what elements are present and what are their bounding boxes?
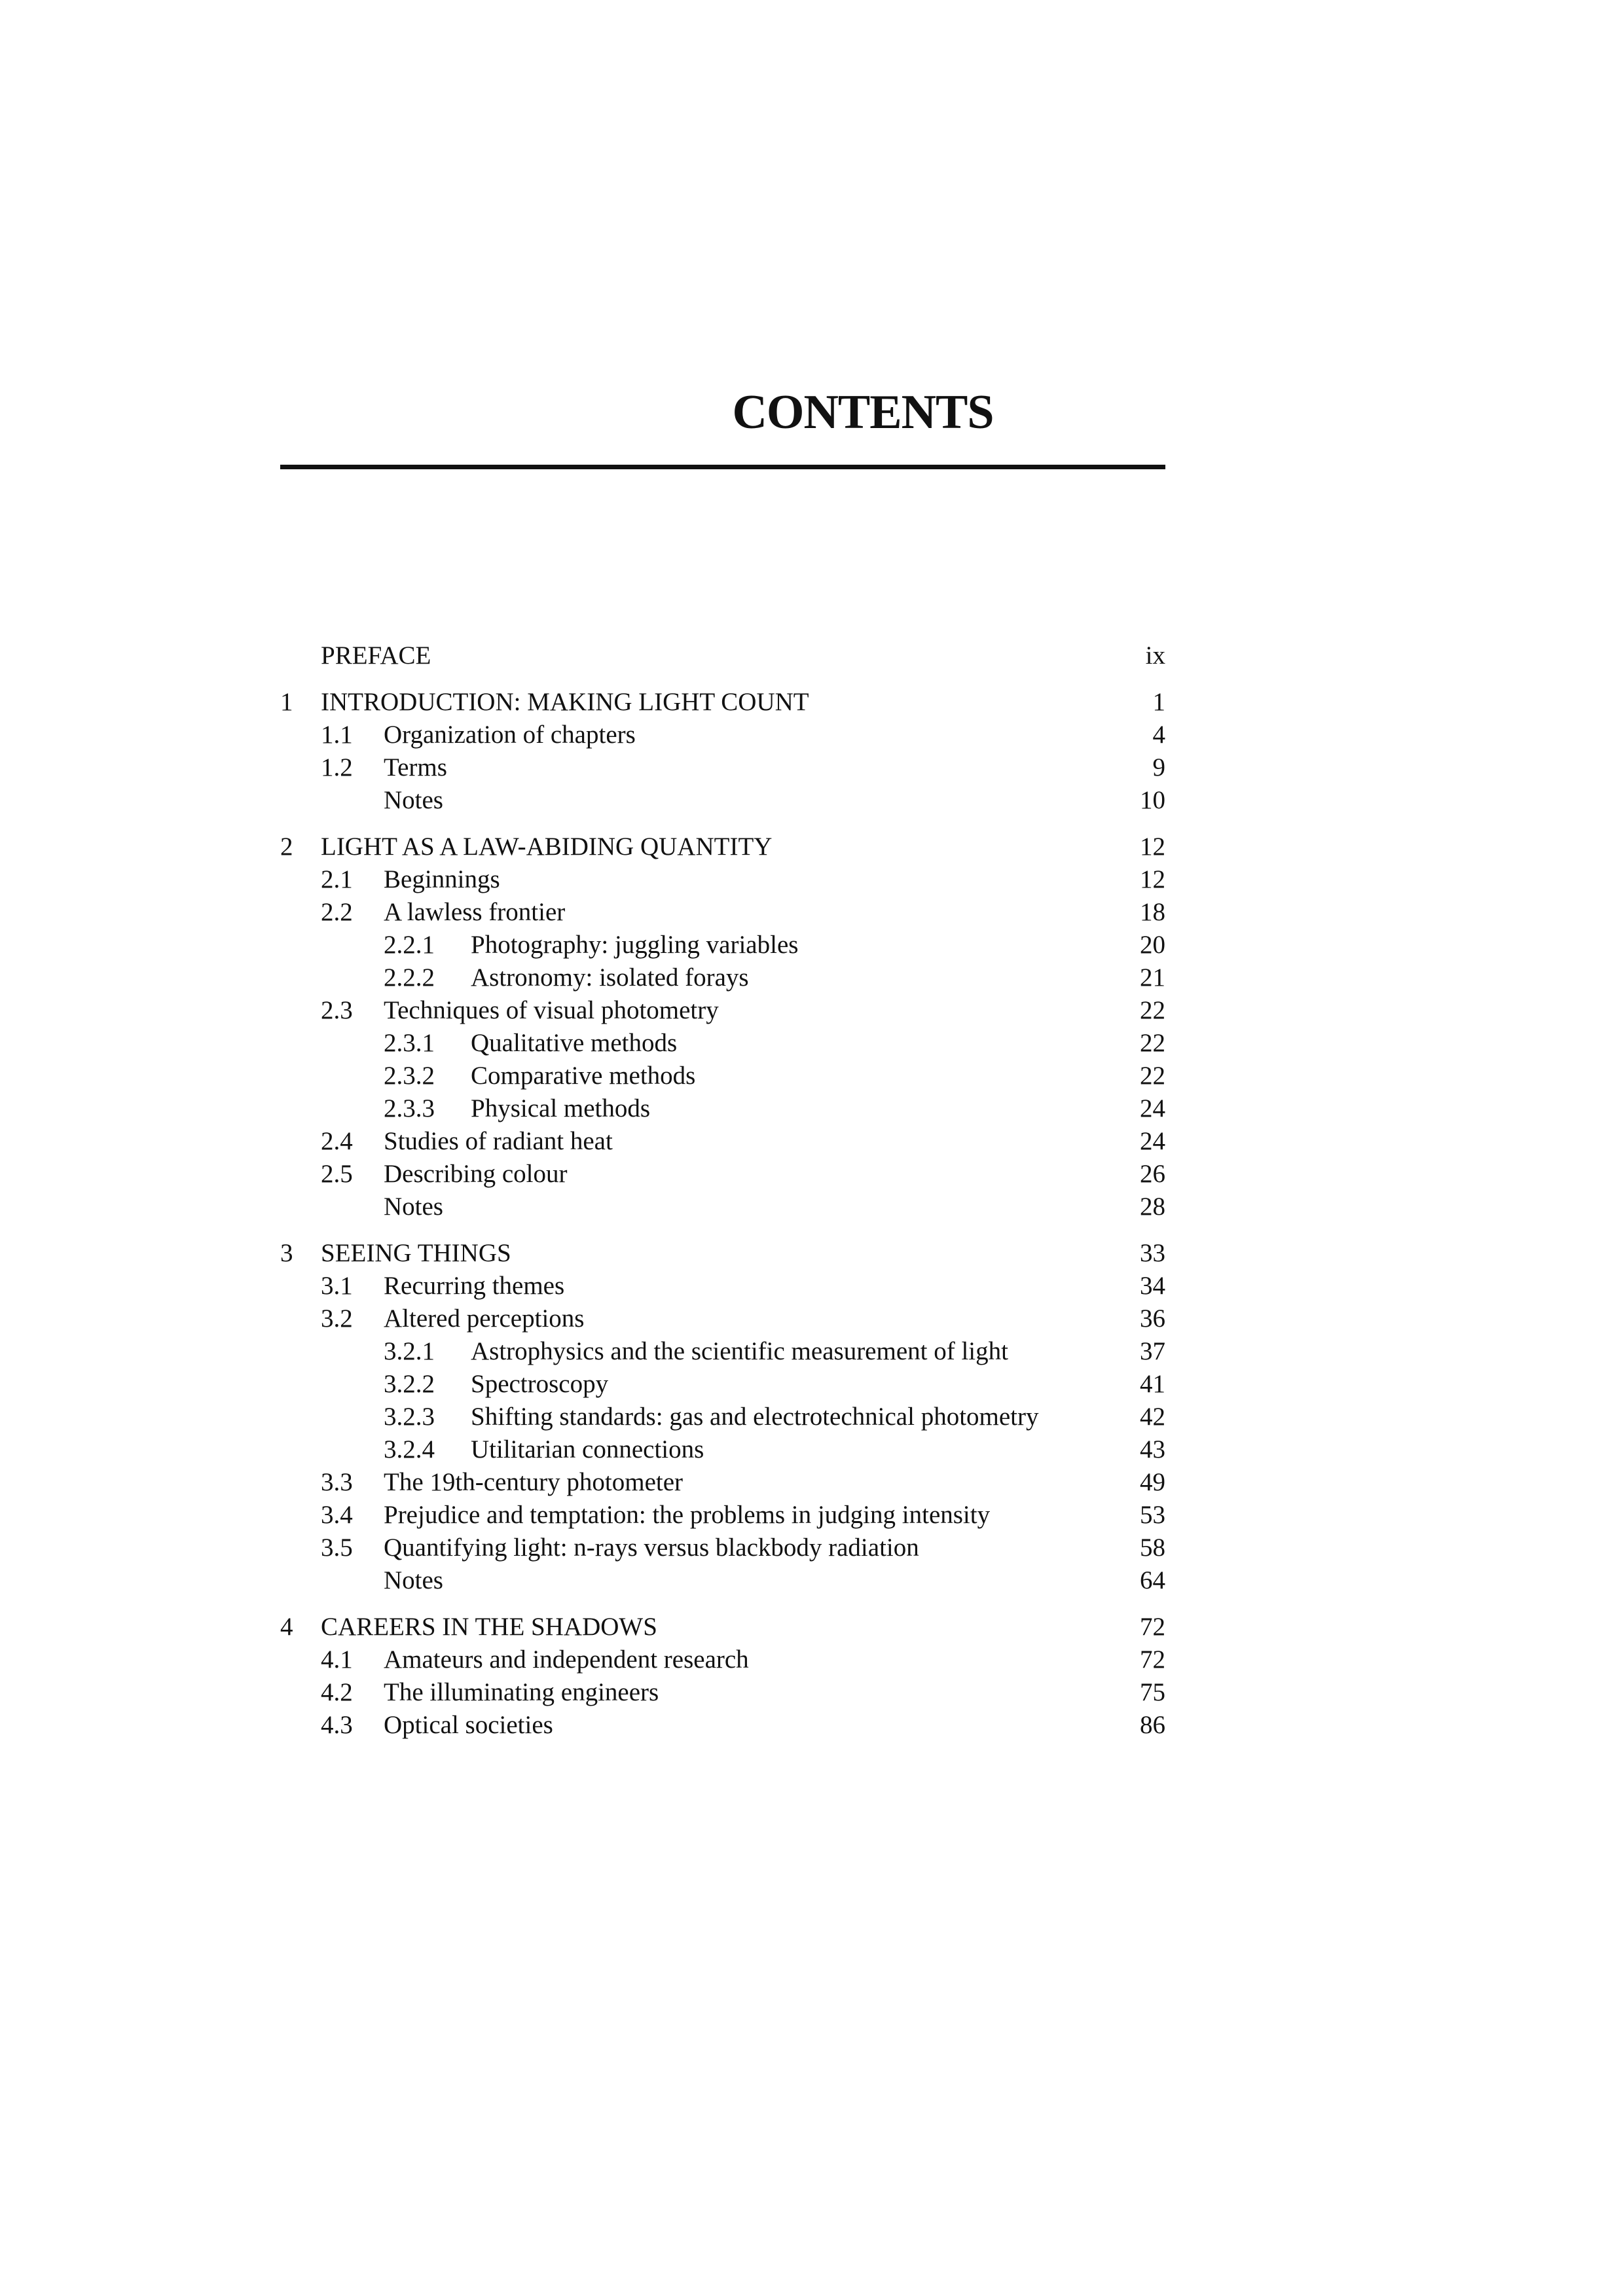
page-number: 9 <box>1152 753 1165 781</box>
notes-title: Notes <box>384 1193 443 1221</box>
page-number: 72 <box>1140 1645 1165 1674</box>
page-number: 43 <box>1140 1435 1165 1463</box>
subsection-number: 2.3.1 <box>384 1029 435 1057</box>
page-number: 22 <box>1140 996 1165 1024</box>
toc-subsection-2-3-3[interactable] <box>280 1092 1165 1125</box>
section-number: 4.1 <box>321 1645 353 1674</box>
toc-section-3-5[interactable] <box>280 1532 1165 1564</box>
chapter-number: 1 <box>280 688 293 716</box>
subsection-number: 3.2.1 <box>384 1337 435 1365</box>
section-title: Recurring themes <box>384 1272 565 1300</box>
subsection-title: Utilitarian connections <box>471 1435 704 1463</box>
section-title: Terms <box>384 753 447 781</box>
page-number: 58 <box>1140 1534 1165 1562</box>
page-number: 41 <box>1140 1370 1165 1398</box>
section-title: Prejudice and temptation: the problems in judging intensity <box>384 1501 991 1529</box>
section-number: 3.4 <box>321 1501 353 1529</box>
page-number: 10 <box>1140 786 1165 814</box>
toc-subsection-3-2-4[interactable] <box>280 1433 1165 1466</box>
page-number: 24 <box>1140 1127 1165 1155</box>
subsection-title: Physical methods <box>471 1094 651 1122</box>
page-number: 33 <box>1140 1239 1165 1267</box>
toc-entry-preface[interactable] <box>280 639 1165 672</box>
section-title: Beginnings <box>384 865 500 893</box>
chapter-title: SEEING THINGS <box>321 1239 511 1267</box>
subsection-number: 3.2.4 <box>384 1435 435 1463</box>
toc-subsection-3-2-1[interactable] <box>280 1335 1165 1368</box>
section-title: Studies of radiant heat <box>384 1127 613 1155</box>
page-number: 22 <box>1140 1062 1165 1090</box>
page-number: 34 <box>1140 1272 1165 1300</box>
toc-section-2-5[interactable] <box>280 1158 1165 1191</box>
page-number: 72 <box>1140 1613 1165 1641</box>
section-number: 3.2 <box>321 1304 353 1333</box>
page-number: 26 <box>1140 1160 1165 1188</box>
page-number: 75 <box>1140 1678 1165 1706</box>
toc-subsection-2-3-1[interactable] <box>280 1027 1165 1060</box>
subsection-title: Qualitative methods <box>471 1029 678 1057</box>
section-title: Quantifying light: n-rays versus blackbody radiation <box>384 1534 919 1562</box>
section-title: Optical societies <box>384 1711 553 1739</box>
chapter-number: 3 <box>280 1239 293 1267</box>
subsection-number: 2.3.3 <box>384 1094 435 1122</box>
entry-title: PREFACE <box>321 641 431 670</box>
toc-section-3-1[interactable] <box>280 1270 1165 1302</box>
section-number: 4.3 <box>321 1711 353 1739</box>
page-number: 49 <box>1140 1468 1165 1496</box>
table-of-contents <box>280 639 1165 1742</box>
page-number: ix <box>1145 641 1165 670</box>
page-number: 22 <box>1140 1029 1165 1057</box>
toc-section-3-4[interactable] <box>280 1499 1165 1532</box>
toc-section-2-2[interactable] <box>280 896 1165 929</box>
page-number: 12 <box>1140 865 1165 893</box>
page-number: 42 <box>1140 1403 1165 1431</box>
section-number: 3.5 <box>321 1534 353 1562</box>
page-number: 53 <box>1140 1501 1165 1529</box>
page-title: CONTENTS <box>732 386 994 439</box>
section-title: Amateurs and independent research <box>384 1645 749 1674</box>
section-title: Altered perceptions <box>384 1304 585 1333</box>
subsection-number: 2.3.2 <box>384 1062 435 1090</box>
section-number: 2.3 <box>321 996 353 1024</box>
chapter-number: 4 <box>280 1613 293 1641</box>
section-number: 3.1 <box>321 1272 353 1300</box>
subsection-title: Spectroscopy <box>471 1370 609 1398</box>
page-number: 4 <box>1152 721 1165 749</box>
toc-section-2-3[interactable] <box>280 994 1165 1027</box>
subsection-title: Astronomy: isolated forays <box>471 963 749 992</box>
toc-section-3-2[interactable] <box>280 1302 1165 1335</box>
chapter-title: LIGHT AS A LAW-ABIDING QUANTITY <box>321 833 773 861</box>
toc-subsection-2-3-2[interactable] <box>280 1060 1165 1092</box>
chapter-title: CAREERS IN THE SHADOWS <box>321 1613 657 1641</box>
section-title: The 19th-century photometer <box>384 1468 684 1496</box>
toc-chapter-1[interactable] <box>280 686 1165 719</box>
subsection-number: 2.2.2 <box>384 963 435 992</box>
section-number: 2.1 <box>321 865 353 893</box>
section-number: 2.2 <box>321 898 353 926</box>
section-number: 4.2 <box>321 1678 353 1706</box>
section-title: Techniques of visual photometry <box>384 996 719 1024</box>
toc-section-4-1[interactable] <box>280 1643 1165 1676</box>
page-number: 64 <box>1140 1566 1165 1594</box>
toc-subsection-3-2-2[interactable] <box>280 1368 1165 1401</box>
page-number: 12 <box>1140 833 1165 861</box>
toc-section-4-2[interactable] <box>280 1676 1165 1709</box>
section-title: Describing colour <box>384 1160 568 1188</box>
toc-section-2-1[interactable] <box>280 863 1165 896</box>
page-number: 21 <box>1140 963 1165 992</box>
page-number: 36 <box>1140 1304 1165 1333</box>
subsection-title: Photography: juggling variables <box>471 931 799 959</box>
subsection-number: 2.2.1 <box>384 931 435 959</box>
title-rule <box>280 465 1165 469</box>
notes-title: Notes <box>384 786 443 814</box>
toc-chapter-4[interactable] <box>280 1611 1165 1643</box>
page-number: 18 <box>1140 898 1165 926</box>
notes-title: Notes <box>384 1566 443 1594</box>
toc-section-2-4[interactable] <box>280 1125 1165 1158</box>
subsection-title: Shifting standards: gas and electrotechnical photometry <box>471 1403 1039 1431</box>
section-number: 1.1 <box>321 721 353 749</box>
section-number: 3.3 <box>321 1468 353 1496</box>
section-number: 2.4 <box>321 1127 353 1155</box>
subsection-title: Astrophysics and the scientific measurement of light <box>471 1337 1008 1365</box>
toc-chapter-2[interactable] <box>280 831 1165 863</box>
toc-section-4-3[interactable] <box>280 1709 1165 1742</box>
page-number: 86 <box>1140 1711 1165 1739</box>
page-number: 28 <box>1140 1193 1165 1221</box>
section-title: Organization of chapters <box>384 721 636 749</box>
section-title: The illuminating engineers <box>384 1678 659 1706</box>
page-number: 24 <box>1140 1094 1165 1122</box>
toc-section-3-3[interactable] <box>280 1466 1165 1499</box>
subsection-number: 3.2.2 <box>384 1370 435 1398</box>
chapter-title: INTRODUCTION: MAKING LIGHT COUNT <box>321 688 809 716</box>
page-number: 1 <box>1152 688 1165 716</box>
section-number: 2.5 <box>321 1160 353 1188</box>
toc-section-1-2[interactable] <box>280 751 1165 784</box>
subsection-number: 3.2.3 <box>384 1403 435 1431</box>
toc-notes-3[interactable] <box>280 1564 1165 1597</box>
toc-section-1-1[interactable] <box>280 719 1165 751</box>
subsection-title: Comparative methods <box>471 1062 696 1090</box>
toc-chapter-3[interactable] <box>280 1237 1165 1270</box>
chapter-number: 2 <box>280 833 293 861</box>
toc-notes-2[interactable] <box>280 1191 1165 1223</box>
section-number: 1.2 <box>321 753 353 781</box>
page-number: 20 <box>1140 931 1165 959</box>
toc-subsection-2-2-2[interactable] <box>280 961 1165 994</box>
toc-subsection-2-2-1[interactable] <box>280 929 1165 961</box>
toc-subsection-3-2-3[interactable] <box>280 1401 1165 1433</box>
section-title: A lawless frontier <box>384 898 566 926</box>
toc-notes-1[interactable] <box>280 784 1165 817</box>
page-number: 37 <box>1140 1337 1165 1365</box>
